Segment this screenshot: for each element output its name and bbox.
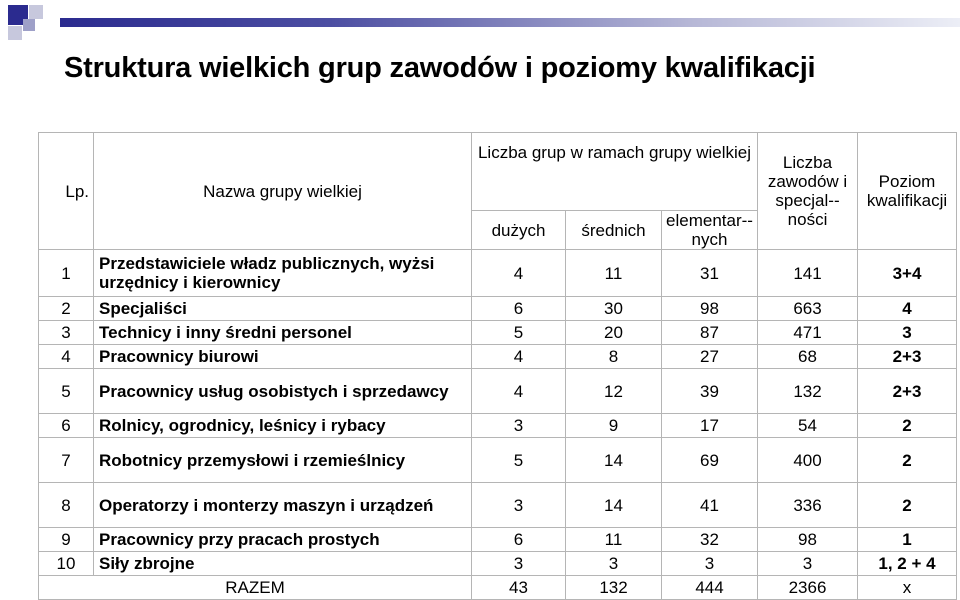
table-row — [39, 321, 957, 345]
row-name: Specjaliści — [94, 297, 472, 321]
row-name: Rolnicy, ogrodnicy, leśnicy i rybacy — [94, 414, 472, 438]
total-large: 43 — [472, 576, 566, 600]
row-name: Operatorzy i monterzy maszyn i urządzeń — [94, 483, 472, 528]
total-elementary: 444 — [662, 576, 758, 600]
header-lp: Lp. — [39, 133, 94, 250]
occupations-table — [38, 132, 957, 600]
table-row — [39, 528, 957, 552]
row-medium: 3 — [566, 552, 662, 576]
row-level: 2 — [858, 414, 957, 438]
row-large: 5 — [472, 321, 566, 345]
row-elementary: 41 — [662, 483, 758, 528]
row-lp: 2 — [39, 297, 94, 321]
decor-square-light — [8, 26, 22, 40]
row-specialties: 400 — [758, 438, 858, 483]
row-level: 2 — [858, 438, 957, 483]
row-elementary: 32 — [662, 528, 758, 552]
row-level: 3+4 — [858, 250, 957, 297]
row-large: 6 — [472, 297, 566, 321]
row-medium: 14 — [566, 438, 662, 483]
row-large: 3 — [472, 483, 566, 528]
row-name: Technicy i inny średni personel — [94, 321, 472, 345]
row-lp: 6 — [39, 414, 94, 438]
row-specialties: 3 — [758, 552, 858, 576]
header-large: dużych — [472, 211, 566, 250]
header-name: Nazwa grupy wielkiej — [94, 133, 472, 250]
total-level: x — [858, 576, 957, 600]
row-large: 6 — [472, 528, 566, 552]
row-specialties: 132 — [758, 369, 858, 414]
row-level: 1, 2 + 4 — [858, 552, 957, 576]
total-label: RAZEM — [39, 576, 472, 600]
row-medium: 9 — [566, 414, 662, 438]
table-row — [39, 483, 957, 528]
row-medium: 12 — [566, 369, 662, 414]
header-specialties: Liczba zawodów i specjal--ności — [758, 133, 858, 250]
row-specialties: 54 — [758, 414, 858, 438]
row-specialties: 98 — [758, 528, 858, 552]
header-medium: średnich — [566, 211, 662, 250]
table-row — [39, 414, 957, 438]
header-elementary: elementar--nych — [662, 211, 758, 250]
row-medium: 11 — [566, 250, 662, 297]
row-elementary: 27 — [662, 345, 758, 369]
decor-square-mid — [23, 19, 35, 31]
row-elementary: 39 — [662, 369, 758, 414]
row-level: 2+3 — [858, 345, 957, 369]
row-lp: 8 — [39, 483, 94, 528]
row-level: 2+3 — [858, 369, 957, 414]
row-elementary: 31 — [662, 250, 758, 297]
row-large: 3 — [472, 414, 566, 438]
row-medium: 8 — [566, 345, 662, 369]
row-specialties: 141 — [758, 250, 858, 297]
row-lp: 10 — [39, 552, 94, 576]
row-elementary: 3 — [662, 552, 758, 576]
row-name: Pracownicy przy pracach prostych — [94, 528, 472, 552]
row-level: 1 — [858, 528, 957, 552]
row-elementary: 17 — [662, 414, 758, 438]
row-level: 3 — [858, 321, 957, 345]
row-level: 4 — [858, 297, 957, 321]
total-medium: 132 — [566, 576, 662, 600]
table-row — [39, 438, 957, 483]
row-name: Pracownicy biurowi — [94, 345, 472, 369]
row-large: 5 — [472, 438, 566, 483]
table-row — [39, 250, 957, 297]
row-name: Siły zbrojne — [94, 552, 472, 576]
row-elementary: 87 — [662, 321, 758, 345]
row-large: 4 — [472, 250, 566, 297]
row-medium: 20 — [566, 321, 662, 345]
row-lp: 3 — [39, 321, 94, 345]
row-level: 2 — [858, 483, 957, 528]
row-specialties: 663 — [758, 297, 858, 321]
row-specialties: 336 — [758, 483, 858, 528]
row-large: 4 — [472, 369, 566, 414]
row-large: 4 — [472, 345, 566, 369]
header-level: Poziom kwalifikacji — [858, 133, 957, 250]
row-specialties: 471 — [758, 321, 858, 345]
row-medium: 11 — [566, 528, 662, 552]
page-title: Struktura wielkich grup zawodów i poziomy kwalifikacji — [64, 52, 816, 84]
table-row — [39, 552, 957, 576]
row-lp: 9 — [39, 528, 94, 552]
row-lp: 1 — [39, 250, 94, 297]
row-name: Pracownicy usług osobistych i sprzedawcy — [94, 369, 472, 414]
row-specialties: 68 — [758, 345, 858, 369]
table-row — [39, 345, 957, 369]
row-elementary: 69 — [662, 438, 758, 483]
row-name: Robotnicy przemysłowi i rzemieślnicy — [94, 438, 472, 483]
row-lp: 5 — [39, 369, 94, 414]
row-name: Przedstawiciele władz publicznych, wyżsi urzędnicy i kierownicy — [94, 250, 472, 297]
table-row — [39, 369, 957, 414]
decor-gradient-bar — [60, 18, 960, 27]
table-row — [39, 297, 957, 321]
row-medium: 30 — [566, 297, 662, 321]
total-specialties: 2366 — [758, 576, 858, 600]
header-groups: Liczba grup w ramach grupy wielkiej — [472, 133, 758, 211]
row-medium: 14 — [566, 483, 662, 528]
row-lp: 7 — [39, 438, 94, 483]
row-large: 3 — [472, 552, 566, 576]
decor-square-light — [29, 5, 43, 19]
row-elementary: 98 — [662, 297, 758, 321]
row-lp: 4 — [39, 345, 94, 369]
